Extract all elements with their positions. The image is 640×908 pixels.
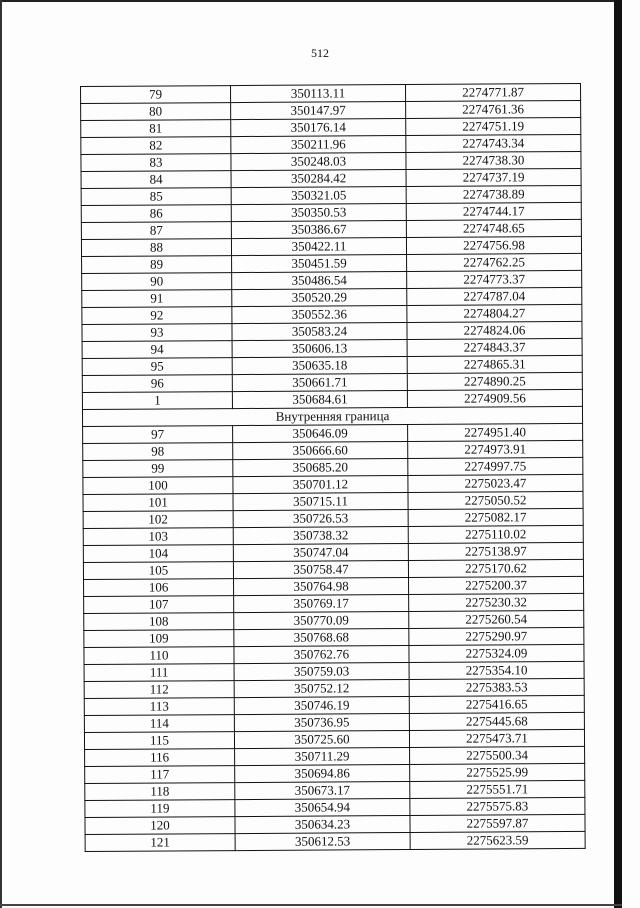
y-coordinate-cell: 2275525.99 (410, 763, 585, 781)
x-coordinate-cell: 350606.13 (232, 340, 407, 358)
y-coordinate-cell: 2274843.37 (407, 338, 582, 356)
point-number-cell: 111 (84, 664, 234, 682)
y-coordinate-cell: 2275324.09 (409, 644, 584, 662)
point-number-cell: 79 (81, 86, 231, 104)
point-number-cell: 110 (84, 647, 234, 665)
x-coordinate-cell: 350583.24 (232, 323, 407, 341)
y-coordinate-cell: 2275623.59 (410, 831, 585, 849)
y-coordinate-cell: 2274804.27 (407, 304, 582, 322)
x-coordinate-cell: 350113.11 (231, 85, 406, 103)
x-coordinate-cell: 350666.60 (233, 442, 408, 460)
y-coordinate-cell: 2275290.97 (409, 627, 584, 645)
point-number-cell: 99 (83, 460, 233, 478)
y-coordinate-cell: 2274890.25 (407, 372, 582, 390)
y-coordinate-cell: 2274951.40 (408, 423, 583, 441)
point-number-cell: 115 (84, 732, 234, 750)
y-coordinate-cell: 2274743.34 (406, 134, 581, 152)
point-number-cell: 81 (81, 120, 231, 138)
x-coordinate-cell: 350747.04 (233, 544, 408, 562)
point-number-cell: 88 (81, 239, 231, 257)
y-coordinate-cell: 2275551.71 (410, 780, 585, 798)
coordinates-table (80, 83, 586, 852)
point-number-cell: 87 (81, 222, 231, 240)
x-coordinate-cell: 350725.60 (234, 730, 409, 748)
point-number-cell: 102 (83, 511, 233, 529)
point-number-cell: 93 (82, 324, 232, 342)
y-coordinate-cell: 2274773.37 (407, 270, 582, 288)
scan-edge-top (0, 0, 622, 2)
x-coordinate-cell: 350386.67 (231, 221, 406, 239)
x-coordinate-cell: 350176.14 (231, 119, 406, 137)
y-coordinate-cell: 2275023.47 (408, 474, 583, 492)
y-coordinate-cell: 2275416.65 (409, 695, 584, 713)
point-number-cell: 116 (85, 749, 235, 767)
y-coordinate-cell: 2274762.25 (407, 253, 582, 271)
y-coordinate-cell: 2275230.32 (409, 593, 584, 611)
x-coordinate-cell: 350715.11 (233, 493, 408, 511)
y-coordinate-cell: 2275260.54 (409, 610, 584, 628)
x-coordinate-cell: 350451.59 (232, 255, 407, 273)
y-coordinate-cell: 2275473.71 (409, 729, 584, 747)
y-coordinate-cell: 2275138.97 (408, 542, 583, 560)
y-coordinate-cell: 2274824.06 (407, 321, 582, 339)
y-coordinate-cell: 2274973.91 (408, 440, 583, 458)
section-label: Внутренняя граница (82, 406, 582, 426)
x-coordinate-cell: 350694.86 (235, 764, 410, 782)
y-coordinate-cell: 2275354.10 (409, 661, 584, 679)
point-number-cell: 96 (82, 375, 232, 393)
y-coordinate-cell: 2274737.19 (406, 168, 581, 186)
coordinates-table-wrapper (80, 83, 585, 852)
x-coordinate-cell: 350486.54 (232, 272, 407, 290)
x-coordinate-cell: 350685.20 (233, 459, 408, 477)
point-number-cell: 117 (85, 766, 235, 784)
scan-edge-bottom (0, 904, 622, 906)
point-number-cell: 120 (85, 817, 235, 835)
point-number-cell: 119 (85, 800, 235, 818)
scan-edge-left (0, 0, 2, 908)
y-coordinate-cell: 2275200.37 (409, 576, 584, 594)
y-coordinate-cell: 2274744.17 (406, 202, 581, 220)
point-number-cell: 97 (83, 426, 233, 444)
y-coordinate-cell: 2274909.56 (407, 389, 582, 407)
x-coordinate-cell: 350350.53 (231, 204, 406, 222)
y-coordinate-cell: 2274756.98 (406, 236, 581, 254)
y-coordinate-cell: 2275597.87 (410, 814, 585, 832)
point-number-cell: 108 (84, 613, 234, 631)
page-number: 512 (311, 46, 329, 60)
x-coordinate-cell: 350646.09 (233, 425, 408, 443)
point-number-cell: 107 (84, 596, 234, 614)
y-coordinate-cell: 2274787.04 (407, 287, 582, 305)
point-number-cell: 109 (84, 630, 234, 648)
point-number-cell: 103 (83, 528, 233, 546)
x-coordinate-cell: 350768.68 (234, 629, 409, 647)
x-coordinate-cell: 350635.18 (232, 357, 407, 375)
point-number-cell: 106 (84, 579, 234, 597)
point-number-cell: 91 (82, 290, 232, 308)
x-coordinate-cell: 350770.09 (234, 612, 409, 630)
x-coordinate-cell: 350701.12 (233, 476, 408, 494)
point-number-cell: 121 (85, 834, 235, 852)
point-number-cell: 84 (81, 171, 231, 189)
point-number-cell: 82 (81, 137, 231, 155)
x-coordinate-cell: 350764.98 (234, 578, 409, 596)
y-coordinate-cell: 2275050.52 (408, 491, 583, 509)
y-coordinate-cell: 2275082.17 (408, 508, 583, 526)
point-number-cell: 98 (83, 443, 233, 461)
x-coordinate-cell: 350321.05 (231, 187, 406, 205)
table-body-inner (83, 423, 586, 851)
y-coordinate-cell: 2275500.34 (410, 746, 585, 764)
y-coordinate-cell: 2274738.30 (406, 151, 581, 169)
point-number-cell: 80 (81, 103, 231, 121)
table-row (85, 831, 585, 851)
y-coordinate-cell: 2274997.75 (408, 457, 583, 475)
point-number-cell: 114 (84, 715, 234, 733)
x-coordinate-cell: 350758.47 (233, 561, 408, 579)
x-coordinate-cell: 350654.94 (235, 798, 410, 816)
point-number-cell: 92 (82, 307, 232, 325)
point-number-cell: 1 (82, 392, 232, 410)
point-number-cell: 113 (84, 698, 234, 716)
x-coordinate-cell: 350552.36 (232, 306, 407, 324)
y-coordinate-cell: 2274865.31 (407, 355, 582, 373)
point-number-cell: 101 (83, 494, 233, 512)
y-coordinate-cell: 2275575.83 (410, 797, 585, 815)
x-coordinate-cell: 350422.11 (231, 238, 406, 256)
x-coordinate-cell: 350248.03 (231, 153, 406, 171)
point-number-cell: 85 (81, 188, 231, 206)
point-number-cell: 90 (82, 273, 232, 291)
point-number-cell: 83 (81, 154, 231, 172)
x-coordinate-cell: 350746.19 (234, 697, 409, 715)
point-number-cell: 95 (82, 358, 232, 376)
scan-edge-right (614, 0, 622, 908)
x-coordinate-cell: 350673.17 (235, 781, 410, 799)
table-body-outer (81, 83, 583, 409)
x-coordinate-cell: 350634.23 (235, 815, 410, 833)
y-coordinate-cell: 2275110.02 (408, 525, 583, 543)
x-coordinate-cell: 350684.61 (232, 391, 407, 409)
y-coordinate-cell: 2275383.53 (409, 678, 584, 696)
point-number-cell: 86 (81, 205, 231, 223)
point-number-cell: 112 (84, 681, 234, 699)
y-coordinate-cell: 2274771.87 (405, 83, 580, 101)
y-coordinate-cell: 2275445.68 (409, 712, 584, 730)
x-coordinate-cell: 350612.53 (235, 832, 410, 850)
x-coordinate-cell: 350726.53 (233, 510, 408, 528)
x-coordinate-cell: 350211.96 (231, 136, 406, 154)
point-number-cell: 100 (83, 477, 233, 495)
x-coordinate-cell: 350284.42 (231, 170, 406, 188)
x-coordinate-cell: 350736.95 (234, 713, 409, 731)
x-coordinate-cell: 350711.29 (235, 747, 410, 765)
y-coordinate-cell: 2274751.19 (406, 117, 581, 135)
point-number-cell: 104 (83, 545, 233, 563)
point-number-cell: 118 (85, 783, 235, 801)
y-coordinate-cell: 2274738.89 (406, 185, 581, 203)
x-coordinate-cell: 350520.29 (232, 289, 407, 307)
x-coordinate-cell: 350738.32 (233, 527, 408, 545)
x-coordinate-cell: 350769.17 (234, 595, 409, 613)
point-number-cell: 89 (82, 256, 232, 274)
x-coordinate-cell: 350762.76 (234, 646, 409, 664)
y-coordinate-cell: 2274761.36 (406, 100, 581, 118)
point-number-cell: 105 (83, 562, 233, 580)
x-coordinate-cell: 350147.97 (231, 102, 406, 120)
x-coordinate-cell: 350752.12 (234, 680, 409, 698)
y-coordinate-cell: 2275170.62 (408, 559, 583, 577)
x-coordinate-cell: 350759.03 (234, 663, 409, 681)
x-coordinate-cell: 350661.71 (232, 374, 407, 392)
y-coordinate-cell: 2274748.65 (406, 219, 581, 237)
point-number-cell: 94 (82, 341, 232, 359)
